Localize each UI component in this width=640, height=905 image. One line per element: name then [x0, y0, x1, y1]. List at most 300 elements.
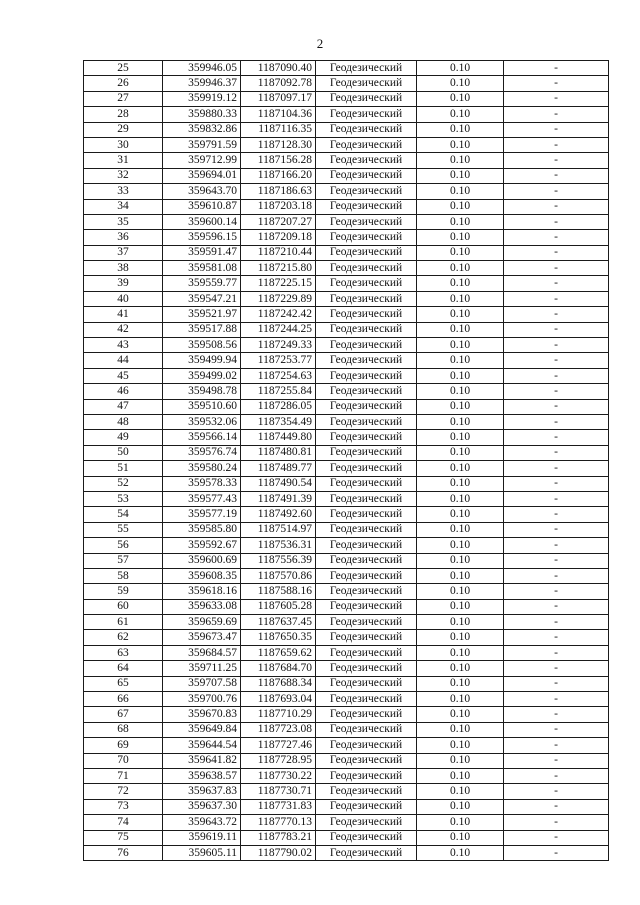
- y-coordinate-cell: 1187244.25: [241, 322, 316, 337]
- table-row: [84, 430, 609, 445]
- y-coordinate-cell: 1187684.70: [241, 661, 316, 676]
- description-cell: -: [504, 491, 609, 506]
- x-coordinate-cell: 359633.08: [163, 599, 241, 614]
- method-cell: Геодезический: [316, 76, 417, 91]
- x-coordinate-cell: 359684.57: [163, 645, 241, 660]
- accuracy-cell: 0.10: [417, 630, 504, 645]
- accuracy-cell: 0.10: [417, 522, 504, 537]
- accuracy-cell: 0.10: [417, 445, 504, 460]
- description-cell: -: [504, 845, 609, 860]
- y-coordinate-cell: 1187215.80: [241, 261, 316, 276]
- x-coordinate-cell: 359638.57: [163, 768, 241, 783]
- table-row: [84, 168, 609, 183]
- y-coordinate-cell: 1187156.28: [241, 153, 316, 168]
- table-row: [84, 107, 609, 122]
- y-coordinate-cell: 1187770.13: [241, 815, 316, 830]
- point-number-cell: 48: [84, 414, 163, 429]
- method-cell: Геодезический: [316, 692, 417, 707]
- table-row: [84, 568, 609, 583]
- table-row: [84, 538, 609, 553]
- x-coordinate-cell: 359578.33: [163, 476, 241, 491]
- point-number-cell: 63: [84, 645, 163, 660]
- description-cell: -: [504, 368, 609, 383]
- method-cell: Геодезический: [316, 599, 417, 614]
- method-cell: Геодезический: [316, 353, 417, 368]
- x-coordinate-cell: 359499.02: [163, 368, 241, 383]
- y-coordinate-cell: 1187536.31: [241, 538, 316, 553]
- x-coordinate-cell: 359946.37: [163, 76, 241, 91]
- y-coordinate-cell: 1187104.36: [241, 107, 316, 122]
- method-cell: Геодезический: [316, 445, 417, 460]
- table-row: [84, 707, 609, 722]
- description-cell: -: [504, 91, 609, 106]
- y-coordinate-cell: 1187688.34: [241, 676, 316, 691]
- point-number-cell: 59: [84, 584, 163, 599]
- accuracy-cell: 0.10: [417, 214, 504, 229]
- description-cell: -: [504, 445, 609, 460]
- x-coordinate-cell: 359566.14: [163, 430, 241, 445]
- description-cell: -: [504, 784, 609, 799]
- x-coordinate-cell: 359591.47: [163, 245, 241, 260]
- y-coordinate-cell: 1187490.54: [241, 476, 316, 491]
- description-cell: -: [504, 507, 609, 522]
- point-number-cell: 25: [84, 61, 163, 76]
- y-coordinate-cell: 1187097.17: [241, 91, 316, 106]
- x-coordinate-cell: 359508.56: [163, 338, 241, 353]
- x-coordinate-cell: 359576.74: [163, 445, 241, 460]
- point-number-cell: 52: [84, 476, 163, 491]
- y-coordinate-cell: 1187514.97: [241, 522, 316, 537]
- point-number-cell: 51: [84, 461, 163, 476]
- description-cell: -: [504, 661, 609, 676]
- description-cell: -: [504, 753, 609, 768]
- accuracy-cell: 0.10: [417, 753, 504, 768]
- description-cell: -: [504, 107, 609, 122]
- x-coordinate-cell: 359880.33: [163, 107, 241, 122]
- accuracy-cell: 0.10: [417, 414, 504, 429]
- point-number-cell: 31: [84, 153, 163, 168]
- point-number-cell: 70: [84, 753, 163, 768]
- accuracy-cell: 0.10: [417, 568, 504, 583]
- y-coordinate-cell: 1187556.39: [241, 553, 316, 568]
- table-row: [84, 322, 609, 337]
- y-coordinate-cell: 1187730.71: [241, 784, 316, 799]
- point-number-cell: 32: [84, 168, 163, 183]
- table-row: [84, 307, 609, 322]
- description-cell: -: [504, 153, 609, 168]
- y-coordinate-cell: 1187249.33: [241, 338, 316, 353]
- table-row: [84, 384, 609, 399]
- y-coordinate-cell: 1187225.15: [241, 276, 316, 291]
- table-row: [84, 199, 609, 214]
- x-coordinate-cell: 359605.11: [163, 845, 241, 860]
- y-coordinate-cell: 1187710.29: [241, 707, 316, 722]
- y-coordinate-cell: 1187449.80: [241, 430, 316, 445]
- accuracy-cell: 0.10: [417, 368, 504, 383]
- description-cell: -: [504, 461, 609, 476]
- x-coordinate-cell: 359532.06: [163, 414, 241, 429]
- x-coordinate-cell: 359608.35: [163, 568, 241, 583]
- point-number-cell: 60: [84, 599, 163, 614]
- description-cell: -: [504, 414, 609, 429]
- y-coordinate-cell: 1187570.86: [241, 568, 316, 583]
- point-number-cell: 68: [84, 722, 163, 737]
- method-cell: Геодезический: [316, 553, 417, 568]
- y-coordinate-cell: 1187209.18: [241, 230, 316, 245]
- y-coordinate-cell: 1187492.60: [241, 507, 316, 522]
- accuracy-cell: 0.10: [417, 338, 504, 353]
- table-row: [84, 476, 609, 491]
- description-cell: -: [504, 692, 609, 707]
- method-cell: Геодезический: [316, 61, 417, 76]
- method-cell: Геодезический: [316, 753, 417, 768]
- method-cell: Геодезический: [316, 630, 417, 645]
- method-cell: Геодезический: [316, 276, 417, 291]
- point-number-cell: 47: [84, 399, 163, 414]
- point-number-cell: 30: [84, 137, 163, 152]
- accuracy-cell: 0.10: [417, 676, 504, 691]
- x-coordinate-cell: 359659.69: [163, 615, 241, 630]
- method-cell: Геодезический: [316, 137, 417, 152]
- method-cell: Геодезический: [316, 476, 417, 491]
- table-row: [84, 615, 609, 630]
- y-coordinate-cell: 1187207.27: [241, 214, 316, 229]
- point-number-cell: 54: [84, 507, 163, 522]
- description-cell: -: [504, 76, 609, 91]
- y-coordinate-cell: 1187354.49: [241, 414, 316, 429]
- description-cell: -: [504, 338, 609, 353]
- x-coordinate-cell: 359637.83: [163, 784, 241, 799]
- x-coordinate-cell: 359641.82: [163, 753, 241, 768]
- description-cell: -: [504, 384, 609, 399]
- y-coordinate-cell: 1187128.30: [241, 137, 316, 152]
- table-row: [84, 245, 609, 260]
- table-row: [84, 738, 609, 753]
- x-coordinate-cell: 359919.12: [163, 91, 241, 106]
- accuracy-cell: 0.10: [417, 230, 504, 245]
- coordinates-table-body: [84, 61, 609, 861]
- table-row: [84, 599, 609, 614]
- accuracy-cell: 0.10: [417, 799, 504, 814]
- y-coordinate-cell: 1187166.20: [241, 168, 316, 183]
- y-coordinate-cell: 1187693.04: [241, 692, 316, 707]
- x-coordinate-cell: 359600.14: [163, 214, 241, 229]
- method-cell: Геодезический: [316, 815, 417, 830]
- method-cell: Геодезический: [316, 491, 417, 506]
- x-coordinate-cell: 359581.08: [163, 261, 241, 276]
- x-coordinate-cell: 359637.30: [163, 799, 241, 814]
- y-coordinate-cell: 1187491.39: [241, 491, 316, 506]
- point-number-cell: 50: [84, 445, 163, 460]
- accuracy-cell: 0.10: [417, 276, 504, 291]
- accuracy-cell: 0.10: [417, 768, 504, 783]
- x-coordinate-cell: 359711.25: [163, 661, 241, 676]
- accuracy-cell: 0.10: [417, 168, 504, 183]
- accuracy-cell: 0.10: [417, 122, 504, 137]
- method-cell: Геодезический: [316, 368, 417, 383]
- x-coordinate-cell: 359580.24: [163, 461, 241, 476]
- accuracy-cell: 0.10: [417, 399, 504, 414]
- accuracy-cell: 0.10: [417, 430, 504, 445]
- method-cell: Геодезический: [316, 430, 417, 445]
- x-coordinate-cell: 359577.43: [163, 491, 241, 506]
- description-cell: -: [504, 707, 609, 722]
- x-coordinate-cell: 359521.97: [163, 307, 241, 322]
- method-cell: Геодезический: [316, 384, 417, 399]
- x-coordinate-cell: 359643.72: [163, 815, 241, 830]
- description-cell: -: [504, 291, 609, 306]
- description-cell: -: [504, 137, 609, 152]
- table-row: [84, 76, 609, 91]
- x-coordinate-cell: 359694.01: [163, 168, 241, 183]
- description-cell: -: [504, 676, 609, 691]
- x-coordinate-cell: 359577.19: [163, 507, 241, 522]
- table-row: [84, 815, 609, 830]
- y-coordinate-cell: 1187090.40: [241, 61, 316, 76]
- y-coordinate-cell: 1187727.46: [241, 738, 316, 753]
- method-cell: Геодезический: [316, 338, 417, 353]
- point-number-cell: 40: [84, 291, 163, 306]
- table-row: [84, 91, 609, 106]
- description-cell: -: [504, 630, 609, 645]
- x-coordinate-cell: 359707.58: [163, 676, 241, 691]
- y-coordinate-cell: 1187588.16: [241, 584, 316, 599]
- description-cell: -: [504, 522, 609, 537]
- description-cell: -: [504, 738, 609, 753]
- point-number-cell: 29: [84, 122, 163, 137]
- method-cell: Геодезический: [316, 245, 417, 260]
- table-row: [84, 399, 609, 414]
- point-number-cell: 35: [84, 214, 163, 229]
- accuracy-cell: 0.10: [417, 245, 504, 260]
- x-coordinate-cell: 359610.87: [163, 199, 241, 214]
- method-cell: Геодезический: [316, 399, 417, 414]
- accuracy-cell: 0.10: [417, 322, 504, 337]
- description-cell: -: [504, 476, 609, 491]
- table-row: [84, 122, 609, 137]
- description-cell: -: [504, 815, 609, 830]
- table-row: [84, 630, 609, 645]
- point-number-cell: 46: [84, 384, 163, 399]
- coordinates-table: [83, 60, 609, 861]
- accuracy-cell: 0.10: [417, 461, 504, 476]
- method-cell: Геодезический: [316, 707, 417, 722]
- point-number-cell: 34: [84, 199, 163, 214]
- table-row: [84, 784, 609, 799]
- x-coordinate-cell: 359649.84: [163, 722, 241, 737]
- point-number-cell: 55: [84, 522, 163, 537]
- accuracy-cell: 0.10: [417, 722, 504, 737]
- point-number-cell: 53: [84, 491, 163, 506]
- accuracy-cell: 0.10: [417, 615, 504, 630]
- table-row: [84, 445, 609, 460]
- y-coordinate-cell: 1187116.35: [241, 122, 316, 137]
- method-cell: Геодезический: [316, 645, 417, 660]
- method-cell: Геодезический: [316, 676, 417, 691]
- description-cell: -: [504, 568, 609, 583]
- x-coordinate-cell: 359673.47: [163, 630, 241, 645]
- method-cell: Геодезический: [316, 322, 417, 337]
- table-row: [84, 661, 609, 676]
- point-number-cell: 45: [84, 368, 163, 383]
- point-number-cell: 49: [84, 430, 163, 445]
- table-row: [84, 845, 609, 860]
- method-cell: Геодезический: [316, 153, 417, 168]
- table-row: [84, 645, 609, 660]
- description-cell: -: [504, 353, 609, 368]
- y-coordinate-cell: 1187650.35: [241, 630, 316, 645]
- point-number-cell: 28: [84, 107, 163, 122]
- method-cell: Геодезический: [316, 168, 417, 183]
- method-cell: Геодезический: [316, 414, 417, 429]
- point-number-cell: 44: [84, 353, 163, 368]
- method-cell: Геодезический: [316, 307, 417, 322]
- point-number-cell: 43: [84, 338, 163, 353]
- description-cell: -: [504, 61, 609, 76]
- accuracy-cell: 0.10: [417, 261, 504, 276]
- y-coordinate-cell: 1187723.08: [241, 722, 316, 737]
- method-cell: Геодезический: [316, 768, 417, 783]
- description-cell: -: [504, 799, 609, 814]
- description-cell: -: [504, 199, 609, 214]
- description-cell: -: [504, 553, 609, 568]
- method-cell: Геодезический: [316, 845, 417, 860]
- method-cell: Геодезический: [316, 261, 417, 276]
- method-cell: Геодезический: [316, 230, 417, 245]
- table-row: [84, 722, 609, 737]
- description-cell: -: [504, 184, 609, 199]
- y-coordinate-cell: 1187728.95: [241, 753, 316, 768]
- point-number-cell: 33: [84, 184, 163, 199]
- y-coordinate-cell: 1187186.63: [241, 184, 316, 199]
- y-coordinate-cell: 1187203.18: [241, 199, 316, 214]
- accuracy-cell: 0.10: [417, 353, 504, 368]
- method-cell: Геодезический: [316, 722, 417, 737]
- accuracy-cell: 0.10: [417, 307, 504, 322]
- method-cell: Геодезический: [316, 184, 417, 199]
- method-cell: Геодезический: [316, 799, 417, 814]
- accuracy-cell: 0.10: [417, 661, 504, 676]
- y-coordinate-cell: 1187092.78: [241, 76, 316, 91]
- x-coordinate-cell: 359585.80: [163, 522, 241, 537]
- y-coordinate-cell: 1187229.89: [241, 291, 316, 306]
- point-number-cell: 71: [84, 768, 163, 783]
- method-cell: Геодезический: [316, 291, 417, 306]
- x-coordinate-cell: 359559.77: [163, 276, 241, 291]
- table-row: [84, 553, 609, 568]
- description-cell: -: [504, 615, 609, 630]
- y-coordinate-cell: 1187255.84: [241, 384, 316, 399]
- x-coordinate-cell: 359619.11: [163, 830, 241, 845]
- accuracy-cell: 0.10: [417, 599, 504, 614]
- table-row: [84, 414, 609, 429]
- table-row: [84, 137, 609, 152]
- table-row: [84, 276, 609, 291]
- accuracy-cell: 0.10: [417, 845, 504, 860]
- y-coordinate-cell: 1187783.21: [241, 830, 316, 845]
- method-cell: Геодезический: [316, 584, 417, 599]
- table-row: [84, 153, 609, 168]
- accuracy-cell: 0.10: [417, 692, 504, 707]
- x-coordinate-cell: 359547.21: [163, 291, 241, 306]
- table-row: [84, 491, 609, 506]
- description-cell: -: [504, 768, 609, 783]
- accuracy-cell: 0.10: [417, 553, 504, 568]
- x-coordinate-cell: 359832.86: [163, 122, 241, 137]
- x-coordinate-cell: 359670.83: [163, 707, 241, 722]
- description-cell: -: [504, 214, 609, 229]
- table-row: [84, 753, 609, 768]
- point-number-cell: 69: [84, 738, 163, 753]
- accuracy-cell: 0.10: [417, 61, 504, 76]
- method-cell: Геодезический: [316, 214, 417, 229]
- point-number-cell: 67: [84, 707, 163, 722]
- y-coordinate-cell: 1187242.42: [241, 307, 316, 322]
- table-row: [84, 522, 609, 537]
- method-cell: Геодезический: [316, 522, 417, 537]
- accuracy-cell: 0.10: [417, 815, 504, 830]
- table-row: [84, 291, 609, 306]
- description-cell: -: [504, 645, 609, 660]
- accuracy-cell: 0.10: [417, 184, 504, 199]
- accuracy-cell: 0.10: [417, 76, 504, 91]
- description-cell: -: [504, 399, 609, 414]
- point-number-cell: 37: [84, 245, 163, 260]
- point-number-cell: 75: [84, 830, 163, 845]
- point-number-cell: 42: [84, 322, 163, 337]
- table-row: [84, 507, 609, 522]
- x-coordinate-cell: 359643.70: [163, 184, 241, 199]
- point-number-cell: 36: [84, 230, 163, 245]
- point-number-cell: 76: [84, 845, 163, 860]
- point-number-cell: 39: [84, 276, 163, 291]
- point-number-cell: 73: [84, 799, 163, 814]
- method-cell: Геодезический: [316, 661, 417, 676]
- y-coordinate-cell: 1187210.44: [241, 245, 316, 260]
- table-row: [84, 184, 609, 199]
- point-number-cell: 56: [84, 538, 163, 553]
- point-number-cell: 27: [84, 91, 163, 106]
- table-row: [84, 692, 609, 707]
- point-number-cell: 26: [84, 76, 163, 91]
- point-number-cell: 61: [84, 615, 163, 630]
- accuracy-cell: 0.10: [417, 153, 504, 168]
- accuracy-cell: 0.10: [417, 384, 504, 399]
- y-coordinate-cell: 1187605.28: [241, 599, 316, 614]
- description-cell: -: [504, 430, 609, 445]
- point-number-cell: 57: [84, 553, 163, 568]
- table-row: [84, 61, 609, 76]
- y-coordinate-cell: 1187637.45: [241, 615, 316, 630]
- accuracy-cell: 0.10: [417, 830, 504, 845]
- method-cell: Геодезический: [316, 784, 417, 799]
- table-row: [84, 461, 609, 476]
- table-row: [84, 584, 609, 599]
- description-cell: -: [504, 830, 609, 845]
- accuracy-cell: 0.10: [417, 91, 504, 106]
- accuracy-cell: 0.10: [417, 107, 504, 122]
- point-number-cell: 38: [84, 261, 163, 276]
- description-cell: -: [504, 168, 609, 183]
- point-number-cell: 72: [84, 784, 163, 799]
- table-row: [84, 768, 609, 783]
- y-coordinate-cell: 1187286.05: [241, 399, 316, 414]
- table-row: [84, 368, 609, 383]
- x-coordinate-cell: 359592.67: [163, 538, 241, 553]
- y-coordinate-cell: 1187659.62: [241, 645, 316, 660]
- description-cell: -: [504, 584, 609, 599]
- y-coordinate-cell: 1187730.22: [241, 768, 316, 783]
